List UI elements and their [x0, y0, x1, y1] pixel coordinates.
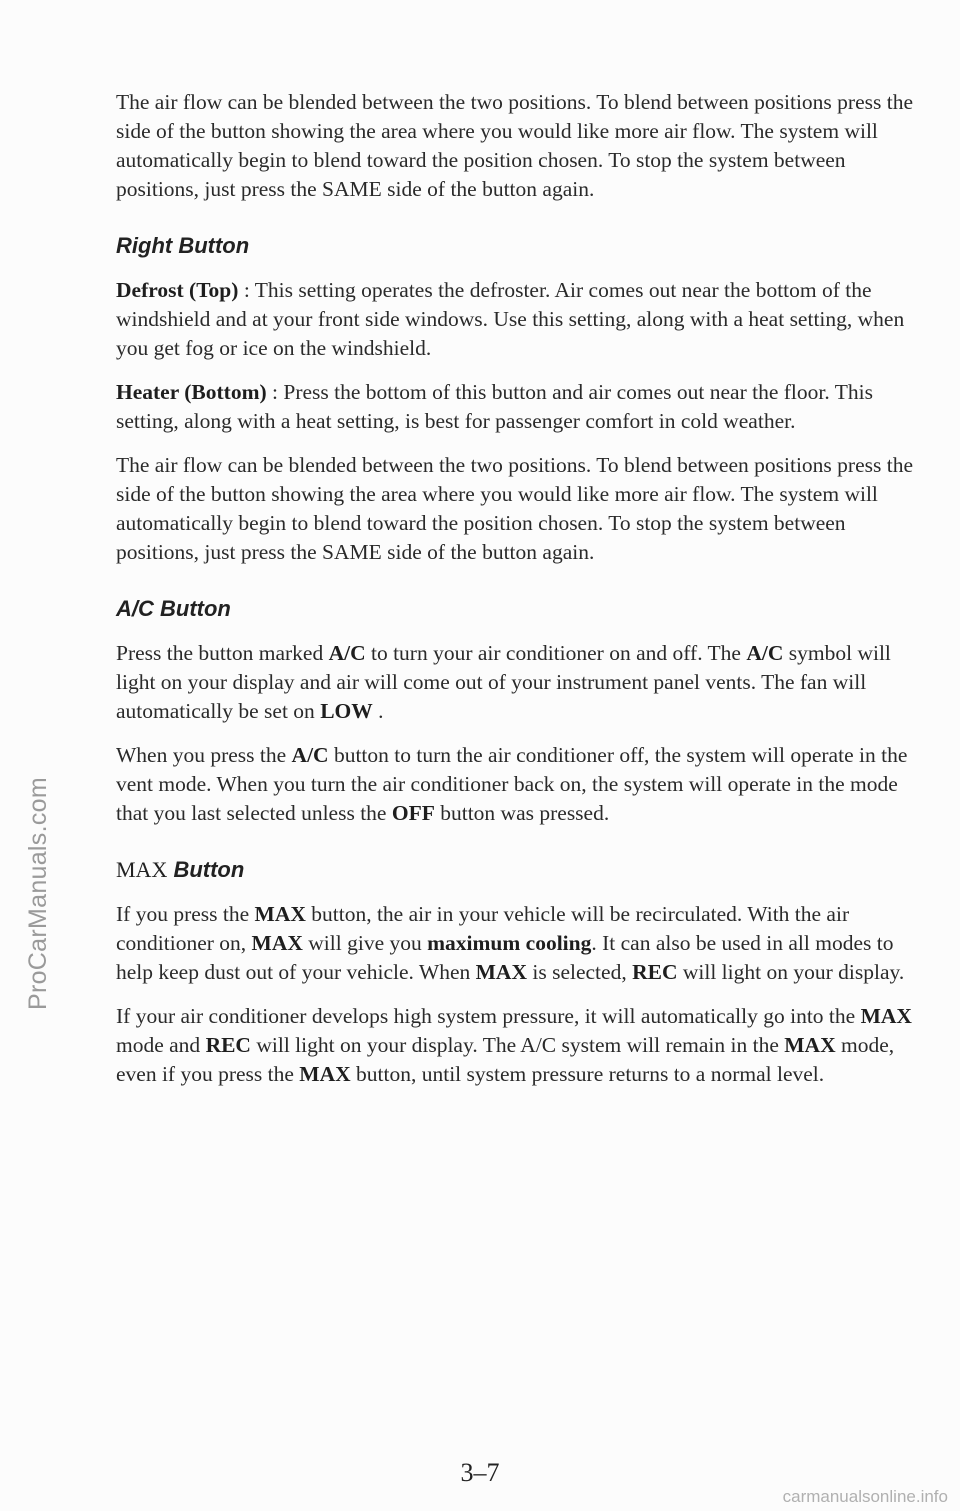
bold-term: MAX: [475, 960, 527, 984]
bottom-watermark: carmanualsonline.info: [782, 1487, 948, 1506]
text-run: button, the air in your vehicle will be recirculated. With the air conditioner on,: [116, 902, 850, 955]
body-paragraph: [116, 1002, 921, 1089]
text-run: to turn your air conditioner on and off. The: [365, 641, 747, 665]
text-run: . It can also be used in all modes to help keep dust out of your vehicle. When: [116, 931, 894, 984]
body-paragraph: [116, 900, 921, 987]
text-run: Button: [167, 857, 245, 882]
page-number: 3–7: [460, 1458, 500, 1487]
bold-term: A/C: [328, 641, 366, 665]
bold-term: MAX: [784, 1033, 836, 1057]
text-run: symbol will light on your display and air will come out of your instrument panel vents. The fan will automatically be set on: [116, 641, 891, 723]
text-run: mode, even if you press the: [116, 1033, 895, 1086]
body-paragraph: [116, 276, 921, 363]
side-watermark: ProCarManuals.com: [24, 777, 52, 1010]
text-run: : This setting operates the defroster. Air comes out near the bottom of the windshield and at your front side windows. Use this setting, along with a heat setting, when you get fog or ice on the windshield.: [116, 278, 905, 360]
bold-term: A/C: [746, 641, 784, 665]
text-run: will give you: [302, 931, 428, 955]
text-run: The air flow can be blended between the two positions. To blend between positions press the side of the button showing the area where you would like more air flow. The system will automatically begin to blend toward the position chosen. To stop the system between positions, just press the SAME side of the button again.: [116, 453, 913, 564]
bold-term: LOW: [320, 699, 373, 723]
bold-term: A/C: [291, 743, 329, 767]
text-run: .: [372, 699, 384, 723]
section-heading: [116, 857, 921, 883]
text-run: button was pressed.: [434, 801, 610, 825]
body-paragraph: [116, 451, 921, 567]
text-run: When you press the: [116, 743, 292, 767]
text-run: is selected,: [527, 960, 633, 984]
text-run: will light on your display.: [677, 960, 905, 984]
section-heading: [116, 596, 921, 622]
text-run: If you press the: [116, 902, 255, 926]
text-run: button, until system pressure returns to a normal level.: [350, 1062, 825, 1086]
text-run: The air flow can be blended between the two positions. To blend between positions press the side of the button showing the area where you would like more air flow. The system will automatically begin to blend toward the position chosen. To stop the system between positions, just press the SAME side of the button again.: [116, 90, 913, 201]
text-run: A/C Button: [116, 596, 231, 621]
bold-term: REC: [632, 960, 678, 984]
text-run: button to turn the air conditioner off, the system will operate in the vent mode. When you turn the air conditioner back on, the system will operate in the mode that you last selected unless the: [116, 743, 908, 825]
body-paragraph: [116, 639, 921, 726]
bold-term: maximum cooling: [427, 931, 592, 955]
text-run: If your air conditioner develops high system pressure, it will automatically go into the: [116, 1004, 861, 1028]
text-run: MAX: [116, 857, 168, 882]
section-heading: [116, 233, 921, 259]
body-paragraph: [116, 378, 921, 436]
bold-term: MAX: [251, 931, 303, 955]
bold-term: Heater (Bottom): [116, 380, 267, 404]
text-run: Right Button: [116, 233, 250, 258]
text-run: Press the button marked: [116, 641, 329, 665]
bold-term: MAX: [860, 1004, 912, 1028]
text-run: mode and: [116, 1033, 206, 1057]
bold-term: OFF: [391, 801, 435, 825]
body-paragraph: [116, 741, 921, 828]
text-run: : Press the bottom of this button and air comes out near the floor. This setting, along with a heat setting, is best for passenger comfort in cold weather.: [116, 380, 873, 433]
body-paragraph: [116, 88, 921, 204]
page-content: [116, 88, 921, 1104]
bold-term: MAX: [299, 1062, 351, 1086]
text-run: will light on your display. The A/C system will remain in the: [250, 1033, 785, 1057]
bold-term: MAX: [254, 902, 306, 926]
bold-term: REC: [205, 1033, 251, 1057]
bold-term: Defrost (Top): [116, 278, 239, 302]
